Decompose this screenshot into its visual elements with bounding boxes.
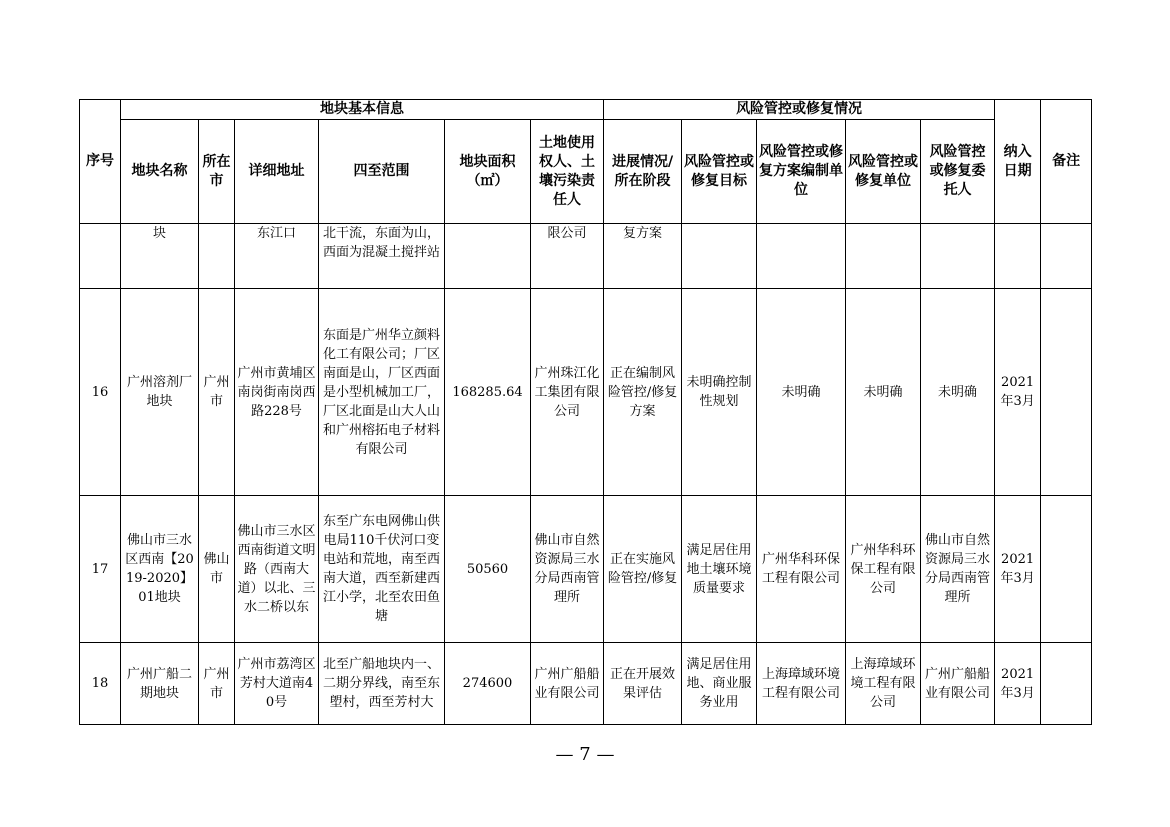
cell-owner: 限公司 — [531, 224, 604, 289]
cell-repair-unit: 广州华科环保工程有限公司 — [846, 496, 921, 643]
cell-boundary: 北至广船地块内一、二期分界线，南至东塱村，西至芳村大 — [319, 643, 445, 725]
header-address: 详细地址 — [235, 120, 319, 224]
cell-owner: 广州珠江化工集团有限公司 — [531, 289, 604, 496]
cell-target: 满足居住用地土壤环境质量要求 — [682, 496, 757, 643]
header-row-group — [80, 100, 1092, 120]
cell-name: 广州广船二期地块 — [121, 643, 199, 725]
cell-date: 2021年3月 — [995, 643, 1041, 725]
cell-city: 佛山市 — [199, 496, 235, 643]
cell-plan-unit — [757, 224, 846, 289]
cell-progress: 正在实施风险管控/修复 — [604, 496, 682, 643]
cell-address: 佛山市三水区西南街道文明路（西南大道）以北、三水二桥以东 — [235, 496, 319, 643]
cell-repair-unit: 未明确 — [846, 289, 921, 496]
header-remarks: 备注 — [1041, 100, 1092, 224]
cell-owner: 广州广船船业有限公司 — [531, 643, 604, 725]
cell-date: 2021年3月 — [995, 496, 1041, 643]
contaminated-land-table — [79, 99, 1092, 725]
cell-plan-unit: 未明确 — [757, 289, 846, 496]
header-group-basic: 地块基本信息 — [121, 100, 604, 120]
header-owner: 土地使用权人、土壤污染责任人 — [531, 120, 604, 224]
header-row-columns — [80, 120, 1092, 224]
cell-repair-unit: 上海璋域环境工程有限公司 — [846, 643, 921, 725]
cell-address: 东江口 — [235, 224, 319, 289]
header-entrust: 风险管控或修复委托人 — [921, 120, 995, 224]
header-group-risk: 风险管控或修复情况 — [604, 100, 995, 120]
header-city: 所在市 — [199, 120, 235, 224]
table-row — [80, 496, 1092, 643]
header-boundary: 四至范围 — [319, 120, 445, 224]
cell-owner: 佛山市自然资源局三水分局西南管理所 — [531, 496, 604, 643]
cell-area: 274600 — [445, 643, 531, 725]
page-number: — 7 — — [555, 744, 615, 765]
cell-name: 块 — [121, 224, 199, 289]
header-seq: 序号 — [80, 100, 121, 224]
cell-boundary: 东至广东电网佛山供电局110千伏河口变电站和荒地，南至西南大道，西至新建西江小学，北至农田鱼塘 — [319, 496, 445, 643]
header-include-date: 纳入日期 — [995, 100, 1041, 224]
cell-entrust: 佛山市自然资源局三水分局西南管理所 — [921, 496, 995, 643]
cell-area: 168285.64 — [445, 289, 531, 496]
cell-repair-unit — [846, 224, 921, 289]
cell-area: 50560 — [445, 496, 531, 643]
cell-date: 2021年3月 — [995, 289, 1041, 496]
cell-seq: 18 — [80, 643, 121, 725]
header-plan-unit: 风险管控或修复方案编制单位 — [757, 120, 846, 224]
header-name: 地块名称 — [121, 120, 199, 224]
header-target: 风险管控或修复目标 — [682, 120, 757, 224]
cell-area — [445, 224, 531, 289]
cell-address: 广州市黄埔区南岗街南岗西路228号 — [235, 289, 319, 496]
table-row — [80, 643, 1092, 725]
cell-target — [682, 224, 757, 289]
cell-name: 佛山市三水区西南【2019-2020】01地块 — [121, 496, 199, 643]
cell-city: 广州市 — [199, 289, 235, 496]
cell-entrust: 广州广船船业有限公司 — [921, 643, 995, 725]
cell-remarks — [1041, 643, 1092, 725]
cell-remarks — [1041, 289, 1092, 496]
cell-seq: 16 — [80, 289, 121, 496]
table-row — [80, 289, 1092, 496]
cell-boundary: 东面是广州华立颜料化工有限公司；厂区南面是山，厂区西面是小型机械加工厂，厂区北面是山大人山和广州榕拓电子材料有限公司 — [319, 289, 445, 496]
header-repair-unit: 风险管控或修复单位 — [846, 120, 921, 224]
cell-entrust: 未明确 — [921, 289, 995, 496]
cell-name: 广州溶剂厂地块 — [121, 289, 199, 496]
cell-plan-unit: 广州华科环保工程有限公司 — [757, 496, 846, 643]
cell-remarks — [1041, 496, 1092, 643]
cell-date — [995, 224, 1041, 289]
cell-progress: 复方案 — [604, 224, 682, 289]
cell-city: 广州市 — [199, 643, 235, 725]
cell-remarks — [1041, 224, 1092, 289]
cell-progress: 正在编制风险管控/修复方案 — [604, 289, 682, 496]
cell-progress: 正在开展效果评估 — [604, 643, 682, 725]
header-progress: 进展情况/所在阶段 — [604, 120, 682, 224]
cell-city — [199, 224, 235, 289]
header-area: 地块面积（㎡） — [445, 120, 531, 224]
cell-seq — [80, 224, 121, 289]
cell-plan-unit: 上海璋域环境工程有限公司 — [757, 643, 846, 725]
cell-entrust — [921, 224, 995, 289]
cell-address: 广州市荔湾区芳村大道南40号 — [235, 643, 319, 725]
cell-target: 未明确控制性规划 — [682, 289, 757, 496]
cell-boundary: 北干流，东面为山，西面为混凝土搅拌站 — [319, 224, 445, 289]
cell-target: 满足居住用地、商业服务业用 — [682, 643, 757, 725]
cell-seq: 17 — [80, 496, 121, 643]
table-row — [80, 224, 1092, 289]
